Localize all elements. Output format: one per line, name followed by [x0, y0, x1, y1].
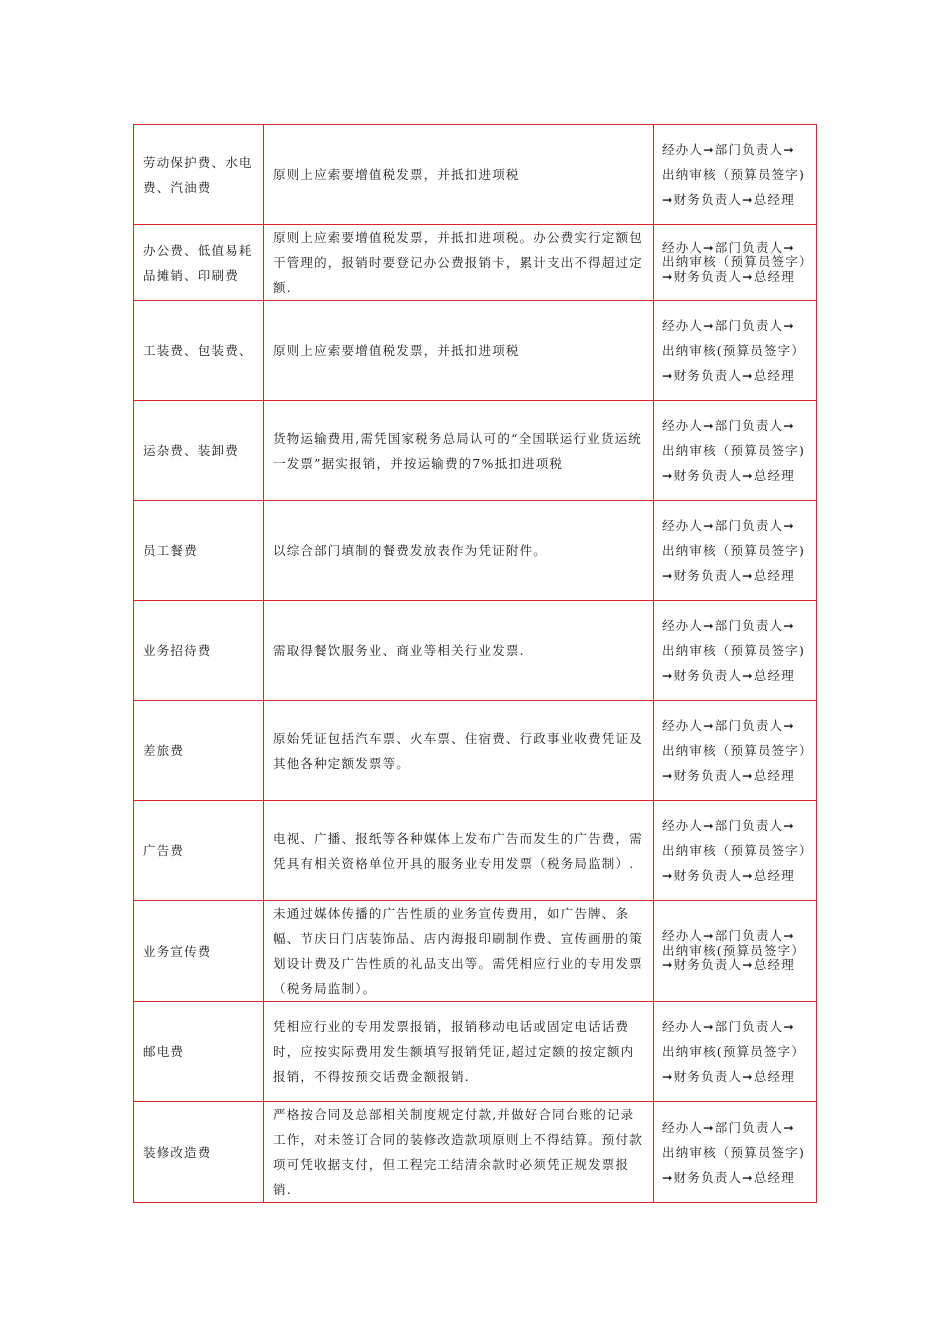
table-row [134, 401, 817, 501]
table-row [134, 125, 817, 225]
reimbursement-rule-cell: 需取得餐饮服务业、商业等相关行业发票. [264, 601, 654, 701]
reimbursement-rule-cell: 原则上应索要增值税发票，并抵扣进项税 [264, 125, 654, 225]
approval-flow-cell: 经办人➞部门负责人➞出纳审核（预算员签字)➞财务负责人➞总经理 [654, 401, 817, 501]
approval-flow-cell: 经办人➞部门负责人➞出纳审核(预算员签字）➞财务负责人➞总经理 [654, 1002, 817, 1102]
approval-flow-cell: 经办人➞部门负责人➞出纳审核（预算员签字）➞财务负责人➞总经理 [654, 701, 817, 801]
reimbursement-rule-cell: 货物运输费用,需凭国家税务总局认可的“全国联运行业货运统一发票”据实报销，并按运输费的7%抵扣进项税 [264, 401, 654, 501]
expense-type-cell: 业务宣传费 [134, 901, 264, 1002]
expense-type-cell: 装修改造费 [134, 1102, 264, 1203]
approval-flow-cell: 经办人➞部门负责人➞出纳审核（预算员签字)➞财务负责人➞总经理 [654, 1102, 817, 1203]
expense-type-cell: 员工餐费 [134, 501, 264, 601]
expense-type-cell: 办公费、低值易耗品摊销、印刷费 [134, 225, 264, 301]
table-row [134, 501, 817, 601]
reimbursement-rule-cell: 电视、广播、报纸等各种媒体上发布广告而发生的广告费，需凭具有相关资格单位开具的服务业专用发票（税务局监制）. [264, 801, 654, 901]
approval-flow-cell: 经办人➞部门负责人➞出纳审核（预算员签字)➞财务负责人➞总经理 [654, 501, 817, 601]
expense-type-cell: 广告费 [134, 801, 264, 901]
table-row [134, 801, 817, 901]
expense-type-cell: 工装费、包装费、 [134, 301, 264, 401]
reimbursement-rule-cell: 凭相应行业的专用发票报销，报销移动电话或固定电话话费时，应按实际费用发生额填写报销凭证,超过定额的按定额内报销，不得按预交话费金额报销. [264, 1002, 654, 1102]
expense-type-cell: 运杂费、装卸费 [134, 401, 264, 501]
table-row [134, 901, 817, 1002]
table-row [134, 1102, 817, 1203]
table-row [134, 701, 817, 801]
expense-type-cell: 邮电费 [134, 1002, 264, 1102]
table-row [134, 1002, 817, 1102]
expense-type-cell: 差旅费 [134, 701, 264, 801]
approval-flow-cell: 经办人➞部门负责人➞出纳审核(预算员签字）➞财务负责人➞总经理 [654, 901, 817, 1002]
approval-flow-cell: 经办人➞部门负责人➞出纳审核（预算员签字）➞财务负责人➞总经理 [654, 225, 817, 301]
reimbursement-rule-cell: 未通过媒体传播的广告性质的业务宣传费用，如广告牌、条幅、节庆日门店装饰品、店内海报印刷制作费、宣传画册的策划设计费及广告性质的礼品支出等。需凭相应行业的专用发票（税务局监制）。 [264, 901, 654, 1002]
reimbursement-rule-cell: 以综合部门填制的餐费发放表作为凭证附件。 [264, 501, 654, 601]
expense-reimbursement-table [133, 124, 817, 1203]
table-row [134, 601, 817, 701]
approval-flow-cell: 经办人➞部门负责人➞出纳审核（预算员签字)➞财务负责人➞总经理 [654, 125, 817, 225]
reimbursement-rule-cell: 原则上应索要增值税发票，并抵扣进项税。办公费实行定额包干管理的，报销时要登记办公费报销卡，累计支出不得超过定额. [264, 225, 654, 301]
expense-type-cell: 业务招待费 [134, 601, 264, 701]
approval-flow-cell: 经办人➞部门负责人➞出纳审核（预算员签字)➞财务负责人➞总经理 [654, 601, 817, 701]
approval-flow-cell: 经办人➞部门负责人➞出纳审核（预算员签字）➞财务负责人➞总经理 [654, 801, 817, 901]
table-row [134, 301, 817, 401]
reimbursement-rule-cell: 原则上应索要增值税发票，并抵扣进项税 [264, 301, 654, 401]
table-row [134, 225, 817, 301]
reimbursement-rule-cell: 严格按合同及总部相关制度规定付款,并做好合同台账的记录工作，对未签订合同的装修改造款项原则上不得结算。预付款项可凭收据支付，但工程完工结清余款时必须凭正规发票报销. [264, 1102, 654, 1203]
approval-flow-cell: 经办人➞部门负责人➞出纳审核(预算员签字）➞财务负责人➞总经理 [654, 301, 817, 401]
expense-type-cell: 劳动保护费、水电费、汽油费 [134, 125, 264, 225]
reimbursement-rule-cell: 原始凭证包括汽车票、火车票、住宿费、行政事业收费凭证及其他各种定额发票等。 [264, 701, 654, 801]
